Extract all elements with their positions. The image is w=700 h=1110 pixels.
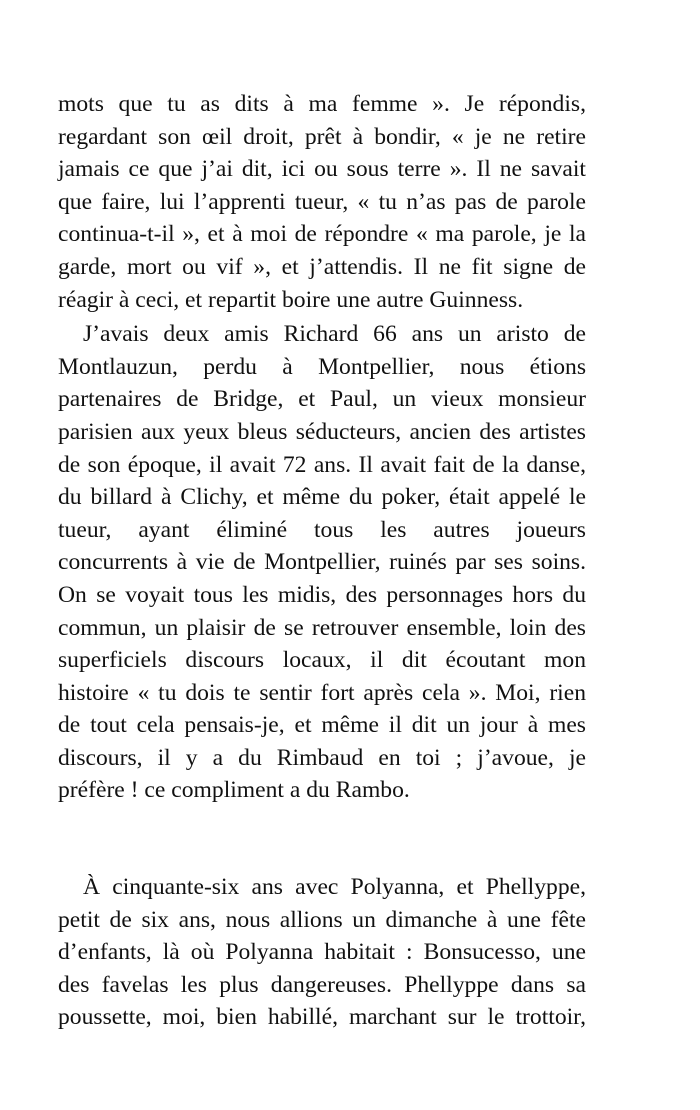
text-line: regardant son œil droit, prêt à bondir, « je ne retire (58, 123, 586, 150)
text-line: commun, un plaisir de se retrouver ensemble, loin des (58, 614, 586, 641)
text-line: tueur, ayant éliminé tous les autres joueurs (58, 516, 586, 543)
text-line: J’avais deux amis Richard 66 ans un aristo de (83, 321, 586, 348)
text-line: jamais ce que j’ai dit, ici ou sous terre ». Il ne savait (58, 156, 586, 183)
text-line: petit de six ans, nous allions un dimanche à une fête (58, 906, 586, 933)
text-line: partenaires de Bridge, et Paul, un vieux monsieur (58, 386, 586, 413)
text-line: mots que tu as dits à ma femme ». Je répondis, (58, 91, 586, 117)
paragraph-2 (58, 318, 586, 807)
text-line: préfère ! ce compliment a du Rambo. (58, 777, 410, 804)
text-line: que faire, lui l’apprenti tueur, « tu n’as pas de parole (58, 188, 586, 215)
text-line: de son époque, il avait 72 ans. Il avait fait de la danse, (58, 451, 586, 478)
text-line: parisien aux yeux bleus séducteurs, ancien des artistes (58, 418, 586, 445)
book-page (58, 88, 586, 1034)
text-line: À cinquante-six ans avec Polyanna, et Phellyppe, (83, 874, 586, 901)
text-line: discours, il y a du Rimbaud en toi ; j’avoue, je (58, 744, 586, 771)
paragraph-3 (58, 871, 586, 1034)
text-line: On se voyait tous les midis, des personnages hors du (58, 581, 586, 608)
text-line: Montlauzun, perdu à Montpellier, nous étions (58, 353, 586, 380)
text-line: superficiels discours locaux, il dit écoutant mon (58, 647, 586, 674)
text-line: d’enfants, là où Polyanna habitait : Bonsucesso, une (58, 939, 586, 966)
text-line: des favelas les plus dangereuses. Phellyppe dans sa (58, 971, 586, 998)
text-line: concurrents à vie de Montpellier, ruinés par ses soins. (58, 549, 586, 576)
text-line: histoire « tu dois te sentir fort après cela ». Moi, rien (58, 679, 586, 706)
text-line: poussette, moi, bien habillé, marchant sur le trottoir, (58, 1004, 586, 1031)
paragraph-1 (58, 88, 586, 316)
section-break (58, 807, 586, 871)
text-line: réagir à ceci, et repartit boire une autre Guinness. (58, 286, 524, 313)
text-line: de tout cela pensais-je, et même il dit un jour à mes (58, 712, 586, 739)
text-line: garde, mort ou vif », et j’attendis. Il ne fit signe de (58, 253, 586, 280)
text-line: du billard à Clichy, et même du poker, était appelé le (58, 484, 586, 511)
text-line: continua-t-il », et à moi de répondre « ma parole, je la (58, 221, 586, 248)
